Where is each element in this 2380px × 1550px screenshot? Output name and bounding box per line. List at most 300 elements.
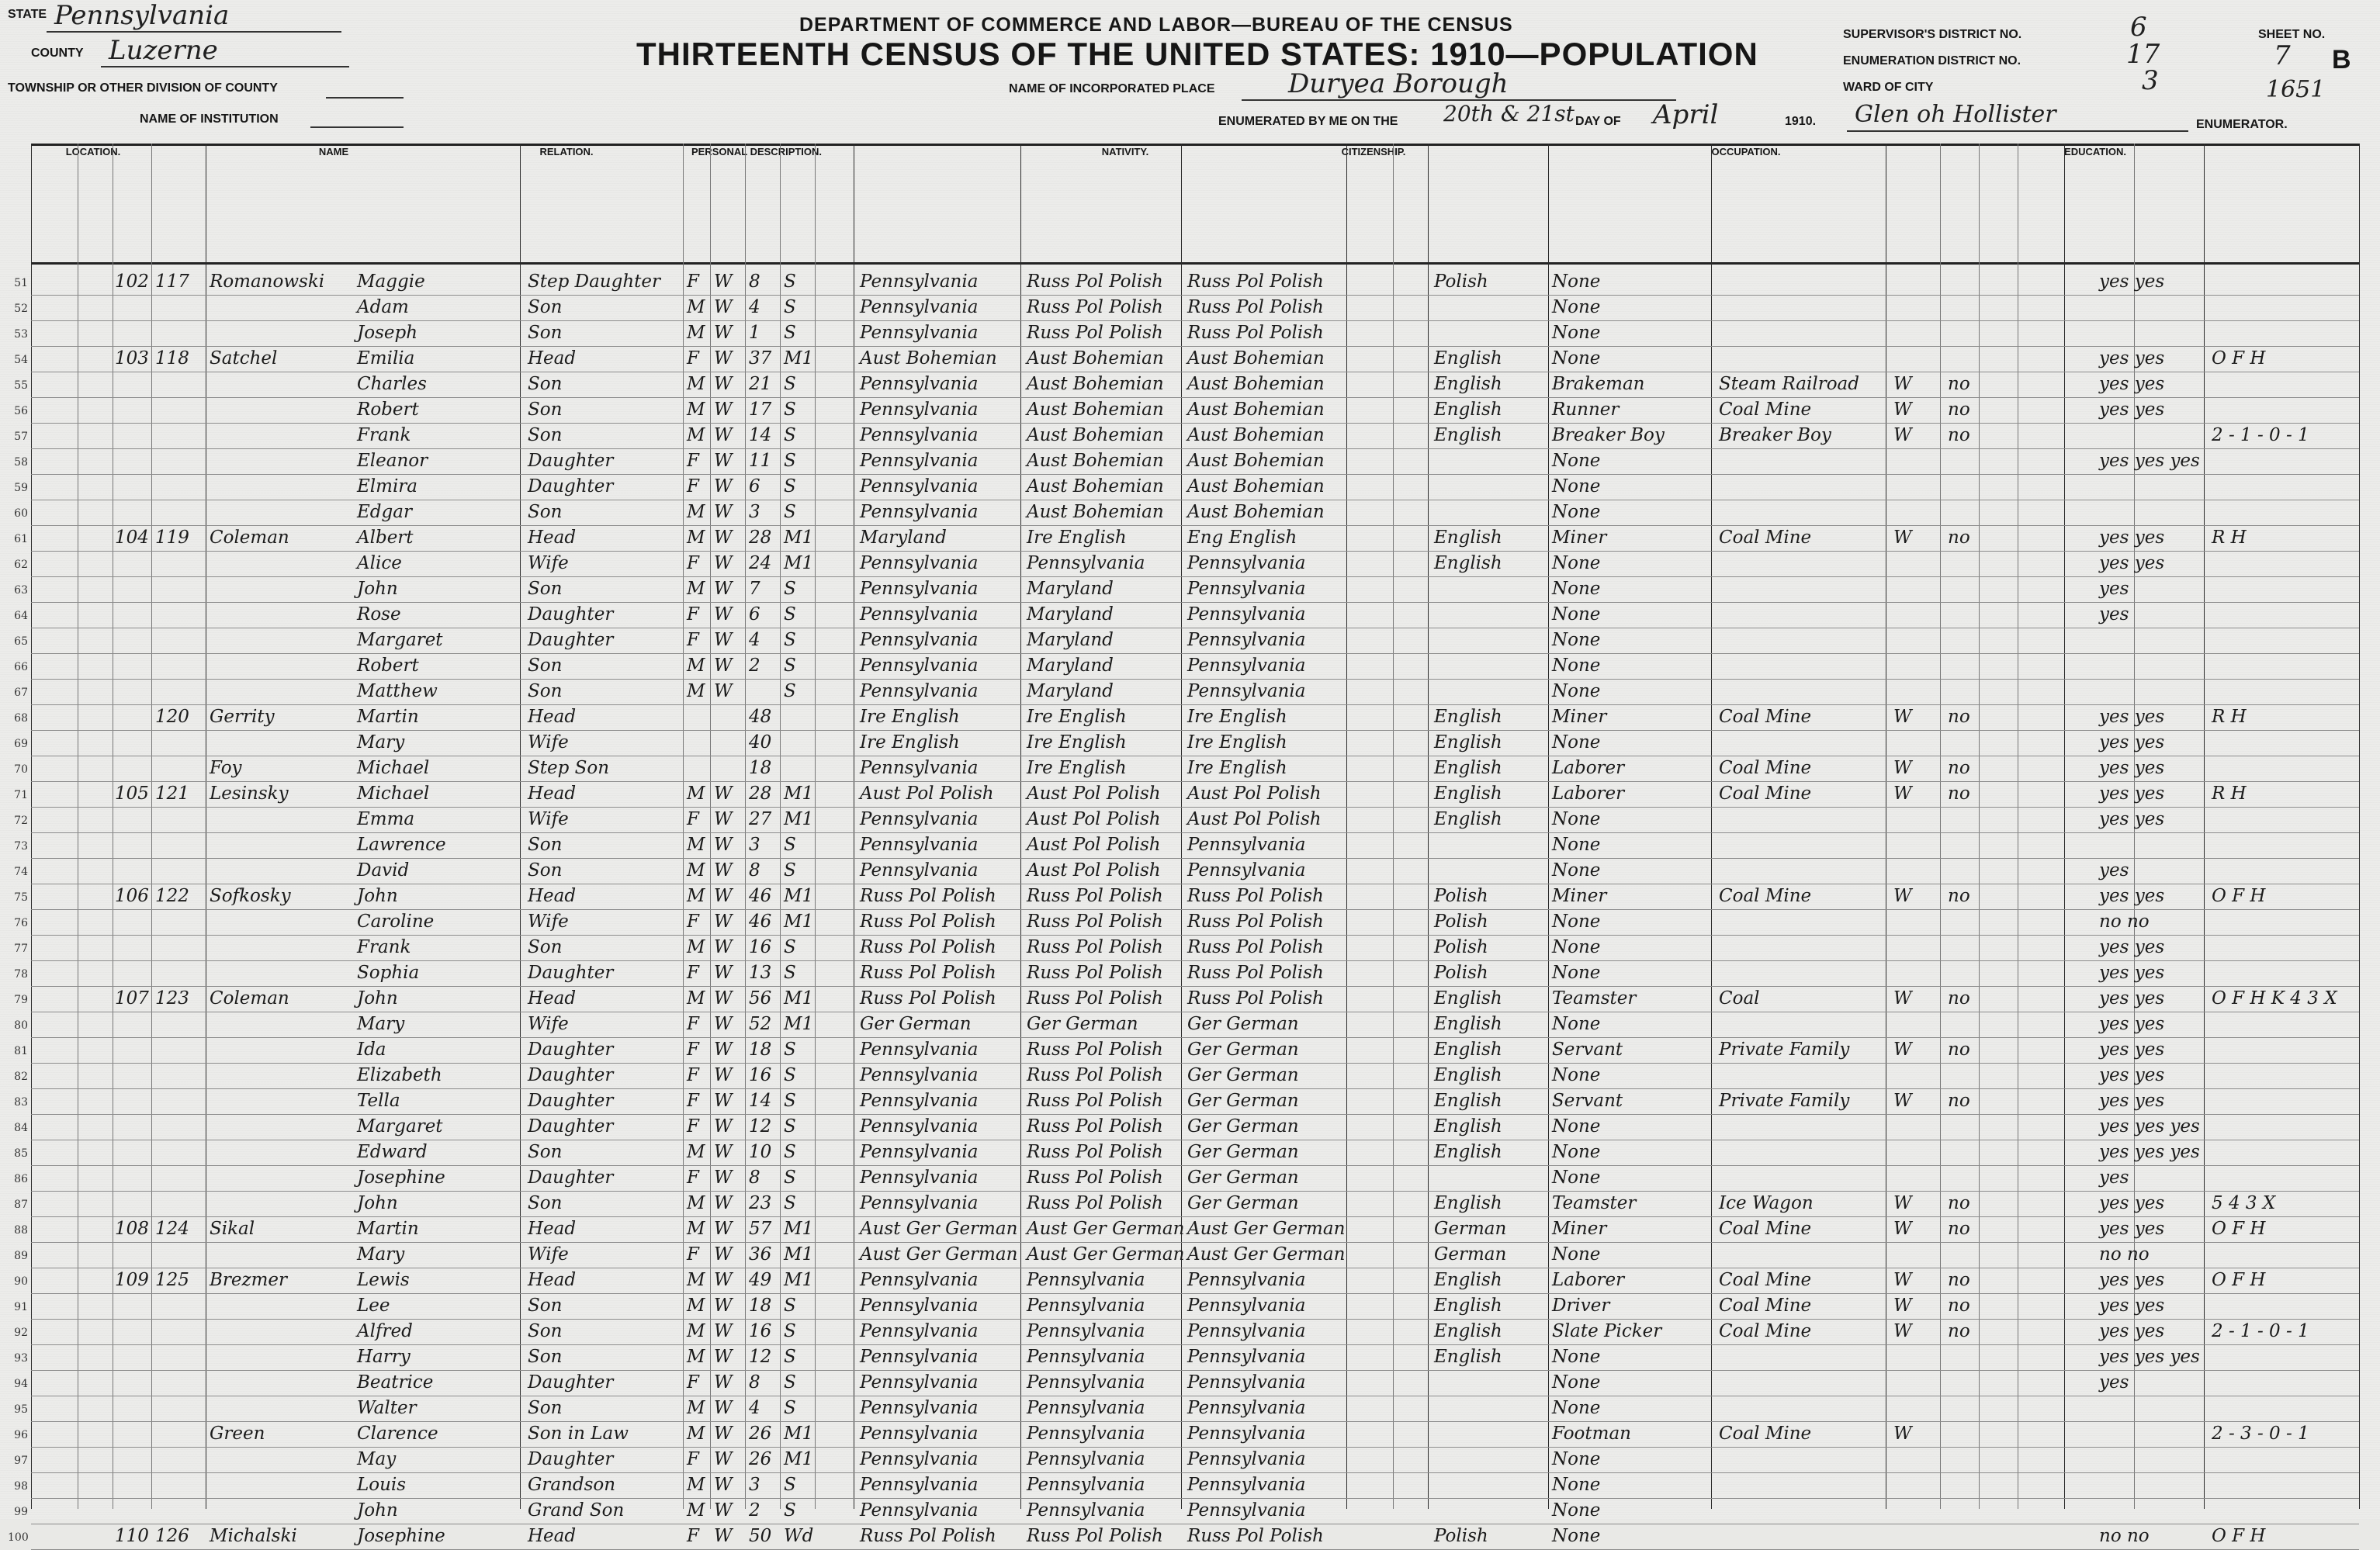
cell-bp-father: Ger German bbox=[1027, 1014, 1138, 1034]
day-of-label: DAY OF bbox=[1575, 115, 1621, 128]
cell-school: no no bbox=[2099, 1526, 2150, 1546]
cell-trade: None bbox=[1552, 348, 1601, 368]
cell-bp-mother: Aust Bohemian bbox=[1187, 476, 1325, 496]
cell-trade: None bbox=[1552, 1014, 1601, 1034]
cell-employer: W bbox=[1893, 400, 1912, 420]
cell-trade: None bbox=[1552, 451, 1601, 471]
cell-school: yes yes bbox=[2099, 1219, 2165, 1239]
cell-given: Lee bbox=[357, 1296, 390, 1316]
cell-family: 120 bbox=[155, 707, 189, 727]
cell-bp-mother: Pennsylvania bbox=[1187, 630, 1306, 650]
cell-trade: None bbox=[1552, 937, 1601, 957]
cell-race: W bbox=[714, 1065, 733, 1085]
cell-industry: Private Family bbox=[1719, 1091, 1850, 1111]
cell-race: W bbox=[714, 937, 733, 957]
cell-age: 23 bbox=[749, 1193, 772, 1213]
cell-school: yes yes bbox=[2099, 1014, 2165, 1034]
cell-bp-mother: Pennsylvania bbox=[1187, 656, 1306, 676]
cell-age: 27 bbox=[749, 809, 772, 829]
cell-given: Adam bbox=[357, 297, 409, 317]
cell-line: 100 bbox=[8, 1531, 29, 1544]
cell-bp-person: Pennsylvania bbox=[860, 476, 979, 496]
cell-age: 7 bbox=[749, 579, 760, 599]
cell-bp-person: Ger German bbox=[860, 1014, 972, 1034]
cell-bp-person: Pennsylvania bbox=[860, 553, 979, 573]
cell-marital: M1 bbox=[784, 784, 814, 804]
cell-employer: W bbox=[1893, 988, 1912, 1009]
column-header-band bbox=[31, 144, 2359, 265]
cell-marital: S bbox=[784, 374, 796, 394]
cell-trade: None bbox=[1552, 1116, 1601, 1137]
cell-line: 54 bbox=[14, 354, 28, 366]
cell-family: 126 bbox=[155, 1526, 189, 1546]
cell-bp-person: Russ Pol Polish bbox=[860, 886, 996, 906]
table-row bbox=[14, 1499, 2359, 1524]
cell-bp-person: Pennsylvania bbox=[860, 1065, 979, 1085]
cell-sex: M bbox=[687, 1500, 705, 1521]
cell-race: W bbox=[714, 400, 733, 420]
cell-work: no bbox=[1948, 1193, 1970, 1213]
cell-bp-person: Pennsylvania bbox=[860, 1321, 979, 1341]
place-label: NAME OF INCORPORATED PLACE bbox=[1009, 82, 1215, 95]
cell-sex: F bbox=[687, 1116, 699, 1137]
cell-bp-mother: Aust Bohemian bbox=[1187, 374, 1325, 394]
cell-relation: Head bbox=[528, 348, 577, 368]
cell-bp-mother: Ire English bbox=[1187, 732, 1287, 753]
census-rows bbox=[8, 270, 2359, 1550]
cell-bp-person: Pennsylvania bbox=[860, 809, 979, 829]
table-row bbox=[14, 910, 2359, 936]
cell-bp-person: Pennsylvania bbox=[860, 451, 979, 471]
cell-marital: S bbox=[784, 323, 796, 343]
cell-extra: 5 4 3 X bbox=[2212, 1193, 2276, 1213]
cell-given: Michael bbox=[357, 784, 430, 804]
cell-bp-mother: Russ Pol Polish bbox=[1187, 323, 1324, 343]
cell-dwelling: 110 bbox=[115, 1526, 149, 1546]
cell-bp-person: Pennsylvania bbox=[860, 323, 979, 343]
cell-industry: Coal Mine bbox=[1719, 1219, 1812, 1239]
cell-extra: O F H bbox=[2212, 886, 2266, 906]
cell-race: W bbox=[714, 1219, 733, 1239]
cell-age: 28 bbox=[749, 784, 772, 804]
cell-bp-mother: Pennsylvania bbox=[1187, 579, 1306, 599]
cell-line: 67 bbox=[14, 687, 28, 699]
cell-bp-person: Pennsylvania bbox=[860, 1500, 979, 1521]
cell-school: yes yes bbox=[2099, 1065, 2165, 1085]
cell-bp-mother: Russ Pol Polish bbox=[1187, 1526, 1324, 1546]
cell-sex: M bbox=[687, 1475, 705, 1495]
cell-extra: 2 - 3 - 0 - 1 bbox=[2212, 1424, 2309, 1444]
cell-sex: F bbox=[687, 553, 699, 573]
cell-race: W bbox=[714, 1424, 733, 1444]
cell-bp-person: Pennsylvania bbox=[860, 400, 979, 420]
cell-extra: O F H K 4 3 X bbox=[2212, 988, 2337, 1009]
cell-given: Margaret bbox=[357, 1116, 443, 1137]
cell-bp-person: Pennsylvania bbox=[860, 1040, 979, 1060]
cell-relation: Daughter bbox=[528, 476, 614, 496]
cell-language: English bbox=[1434, 988, 1502, 1009]
cell-employer: W bbox=[1893, 1296, 1912, 1316]
cell-industry: Breaker Boy bbox=[1719, 425, 1831, 445]
cell-trade: None bbox=[1552, 1065, 1601, 1085]
cell-school: yes bbox=[2099, 579, 2129, 599]
table-row bbox=[14, 961, 2359, 987]
cell-age: 50 bbox=[749, 1526, 772, 1546]
cell-given: John bbox=[357, 886, 398, 906]
cell-given: Edward bbox=[357, 1142, 428, 1162]
cell-school: yes yes bbox=[2099, 400, 2165, 420]
table-row bbox=[14, 1140, 2359, 1166]
table-row bbox=[14, 1345, 2359, 1371]
cell-race: W bbox=[714, 272, 733, 292]
cell-trade: None bbox=[1552, 1347, 1601, 1367]
cell-race: W bbox=[714, 835, 733, 855]
cell-marital: S bbox=[784, 1142, 796, 1162]
table-row bbox=[14, 603, 2359, 628]
cell-employer: W bbox=[1893, 1040, 1912, 1060]
cell-bp-father: Pennsylvania bbox=[1027, 1347, 1145, 1367]
cell-bp-father: Pennsylvania bbox=[1027, 1475, 1145, 1495]
cell-marital: S bbox=[784, 1475, 796, 1495]
cell-bp-mother: Pennsylvania bbox=[1187, 604, 1306, 624]
cell-given: Emma bbox=[357, 809, 415, 829]
cell-given: John bbox=[357, 988, 398, 1009]
cell-trade: None bbox=[1552, 1449, 1601, 1469]
cell-line: 70 bbox=[14, 763, 28, 776]
table-row bbox=[14, 398, 2359, 424]
cell-surname: Coleman bbox=[210, 528, 289, 548]
cell-industry: Steam Railroad bbox=[1719, 374, 1859, 394]
table-row bbox=[14, 808, 2359, 833]
cell-surname: Foy bbox=[210, 758, 242, 778]
cell-line: 96 bbox=[14, 1429, 28, 1441]
cell-industry: Coal Mine bbox=[1719, 400, 1812, 420]
cell-age: 12 bbox=[749, 1116, 772, 1137]
cell-bp-father: Aust Pol Polish bbox=[1027, 860, 1161, 881]
cell-surname: Sofkosky bbox=[210, 886, 291, 906]
cell-marital: M1 bbox=[784, 1424, 814, 1444]
cell-work: no bbox=[1948, 758, 1970, 778]
cell-bp-person: Ire English bbox=[860, 732, 960, 753]
cell-line: 62 bbox=[14, 559, 28, 571]
cell-relation: Daughter bbox=[528, 604, 614, 624]
enumeration-label: ENUMERATION DISTRICT NO. bbox=[1843, 54, 2021, 67]
cell-relation: Son bbox=[528, 656, 563, 676]
cell-marital: S bbox=[784, 835, 796, 855]
cell-age: 3 bbox=[749, 502, 760, 522]
cell-school: yes yes bbox=[2099, 553, 2165, 573]
cell-sex: F bbox=[687, 1449, 699, 1469]
sheet-label: SHEET NO. bbox=[2258, 28, 2326, 41]
cell-sex: M bbox=[687, 1193, 705, 1213]
cell-bp-person: Pennsylvania bbox=[860, 1193, 979, 1213]
cell-bp-mother: Aust Bohemian bbox=[1187, 348, 1325, 368]
cell-school: yes bbox=[2099, 1168, 2129, 1188]
cell-bp-mother: Pennsylvania bbox=[1187, 1347, 1306, 1367]
cell-trade: Breaker Boy bbox=[1552, 425, 1665, 445]
cell-work: no bbox=[1948, 400, 1970, 420]
cell-line: 52 bbox=[14, 303, 28, 315]
cell-race: W bbox=[714, 860, 733, 881]
cell-sex: F bbox=[687, 1014, 699, 1034]
cell-bp-mother: Ger German bbox=[1187, 1065, 1299, 1085]
place-value: Duryea Borough bbox=[1288, 68, 1509, 99]
cell-bp-mother: Aust Pol Polish bbox=[1187, 784, 1322, 804]
cell-industry: Coal Mine bbox=[1719, 1270, 1812, 1290]
cell-industry: Coal Mine bbox=[1719, 707, 1812, 727]
cell-line: 63 bbox=[14, 584, 28, 597]
cell-sex: F bbox=[687, 912, 699, 932]
cell-extra: R H bbox=[2212, 528, 2247, 548]
cell-race: W bbox=[714, 502, 733, 522]
cell-given: Alfred bbox=[357, 1321, 413, 1341]
cell-race: W bbox=[714, 809, 733, 829]
cell-bp-mother: Aust Pol Polish bbox=[1187, 809, 1322, 829]
cell-relation: Head bbox=[528, 784, 577, 804]
cell-given: Martin bbox=[357, 1219, 419, 1239]
cell-relation: Daughter bbox=[528, 1116, 614, 1137]
cell-relation: Son bbox=[528, 400, 563, 420]
cell-given: Matthew bbox=[357, 681, 438, 701]
cell-bp-father: Pennsylvania bbox=[1027, 1270, 1145, 1290]
cell-age: 24 bbox=[749, 553, 772, 573]
cell-school: yes yes bbox=[2099, 348, 2165, 368]
cell-industry: Coal Mine bbox=[1719, 1424, 1812, 1444]
cell-line: 72 bbox=[14, 815, 28, 827]
cell-family: 121 bbox=[155, 784, 189, 804]
cell-industry: Coal Mine bbox=[1719, 1296, 1812, 1316]
cell-age: 2 bbox=[749, 1500, 760, 1521]
cell-line: 78 bbox=[14, 968, 28, 981]
cell-bp-mother: Eng English bbox=[1187, 528, 1297, 548]
cell-relation: Daughter bbox=[528, 1168, 614, 1188]
cell-age: 12 bbox=[749, 1347, 772, 1367]
cell-line: 84 bbox=[14, 1122, 28, 1134]
cell-trade: None bbox=[1552, 579, 1601, 599]
cell-bp-person: Pennsylvania bbox=[860, 1142, 979, 1162]
cell-bp-person: Pennsylvania bbox=[860, 1424, 979, 1444]
cell-race: W bbox=[714, 1014, 733, 1034]
cell-work: no bbox=[1948, 988, 1970, 1009]
cell-relation: Daughter bbox=[528, 963, 614, 983]
cell-school: yes yes yes bbox=[2099, 1116, 2200, 1137]
cell-bp-person: Pennsylvania bbox=[860, 1091, 979, 1111]
cell-trade: None bbox=[1552, 476, 1601, 496]
cell-marital: M1 bbox=[784, 912, 814, 932]
cell-surname: Sikal bbox=[210, 1219, 255, 1239]
cell-sex: F bbox=[687, 1244, 699, 1265]
cell-work: no bbox=[1948, 1091, 1970, 1111]
cell-marital: M1 bbox=[784, 988, 814, 1009]
cell-relation: Son bbox=[528, 1347, 563, 1367]
cell-bp-mother: Russ Pol Polish bbox=[1187, 937, 1324, 957]
cell-bp-person: Pennsylvania bbox=[860, 1116, 979, 1137]
cell-line: 59 bbox=[14, 482, 28, 494]
cell-bp-person: Maryland bbox=[860, 528, 947, 548]
cell-bp-person: Russ Pol Polish bbox=[860, 937, 996, 957]
table-row bbox=[14, 449, 2359, 475]
cell-bp-person: Pennsylvania bbox=[860, 656, 979, 676]
table-row bbox=[14, 859, 2359, 884]
cell-given: Robert bbox=[357, 656, 419, 676]
cell-race: W bbox=[714, 1321, 733, 1341]
cell-age: 52 bbox=[749, 1014, 772, 1034]
group-nativity: NATIVITY. bbox=[1101, 146, 1149, 157]
cell-relation: Son bbox=[528, 502, 563, 522]
cell-sex: M bbox=[687, 656, 705, 676]
table-row bbox=[14, 552, 2359, 577]
cell-age: 3 bbox=[749, 1475, 760, 1495]
cell-surname: Coleman bbox=[210, 988, 289, 1009]
cell-trade: None bbox=[1552, 272, 1601, 292]
cell-bp-person: Russ Pol Polish bbox=[860, 912, 996, 932]
cell-age: 6 bbox=[749, 476, 760, 496]
cell-line: 75 bbox=[14, 891, 28, 904]
cell-bp-mother: Pennsylvania bbox=[1187, 1372, 1306, 1393]
cell-bp-father: Ire English bbox=[1027, 707, 1127, 727]
cell-marital: M1 bbox=[784, 528, 814, 548]
cell-language: English bbox=[1434, 784, 1502, 804]
cell-race: W bbox=[714, 297, 733, 317]
cell-line: 76 bbox=[14, 917, 28, 929]
cell-line: 81 bbox=[14, 1045, 28, 1057]
cell-trade: Teamster bbox=[1552, 988, 1637, 1009]
table-row bbox=[14, 321, 2359, 347]
cell-bp-person: Pennsylvania bbox=[860, 502, 979, 522]
group-name: NAME bbox=[318, 146, 349, 157]
cell-line: 85 bbox=[14, 1147, 28, 1160]
cell-bp-father: Russ Pol Polish bbox=[1027, 988, 1163, 1009]
cell-race: W bbox=[714, 374, 733, 394]
cell-age: 4 bbox=[749, 630, 760, 650]
cell-relation: Son bbox=[528, 425, 563, 445]
county-label: COUNTY bbox=[31, 47, 84, 60]
cell-marital: S bbox=[784, 630, 796, 650]
cell-bp-mother: Pennsylvania bbox=[1187, 1270, 1306, 1290]
cell-line: 92 bbox=[14, 1327, 28, 1339]
cell-school: yes yes bbox=[2099, 732, 2165, 753]
cell-school: yes yes yes bbox=[2099, 451, 2200, 471]
cell-given: Eleanor bbox=[357, 451, 428, 471]
ward-label: WARD OF CITY bbox=[1843, 81, 1934, 94]
grid-line bbox=[2359, 144, 2360, 1509]
cell-relation: Son bbox=[528, 323, 563, 343]
cell-marital: S bbox=[784, 1347, 796, 1367]
cell-school: yes yes bbox=[2099, 988, 2165, 1009]
cell-trade: Servant bbox=[1552, 1091, 1623, 1111]
cell-school: yes yes bbox=[2099, 886, 2165, 906]
cell-school: yes yes bbox=[2099, 758, 2165, 778]
cell-line: 55 bbox=[14, 379, 28, 392]
cell-bp-mother: Pennsylvania bbox=[1187, 860, 1306, 881]
cell-race: W bbox=[714, 1475, 733, 1495]
cell-marital: S bbox=[784, 681, 796, 701]
cell-school: yes yes yes bbox=[2099, 1142, 2200, 1162]
cell-marital: M1 bbox=[784, 553, 814, 573]
cell-line: 56 bbox=[14, 405, 28, 417]
cell-sex: M bbox=[687, 502, 705, 522]
cell-line: 94 bbox=[14, 1378, 28, 1390]
cell-age: 18 bbox=[749, 1296, 772, 1316]
enumerator-underline bbox=[1847, 130, 2188, 132]
cell-trade: None bbox=[1552, 835, 1601, 855]
cell-bp-person: Russ Pol Polish bbox=[860, 963, 996, 983]
state-value: Pennsylvania bbox=[54, 0, 230, 31]
cell-sex: M bbox=[687, 1219, 705, 1239]
cell-line: 66 bbox=[14, 661, 28, 673]
table-row bbox=[14, 628, 2359, 654]
cell-dwelling: 102 bbox=[115, 272, 149, 292]
cell-bp-father: Aust Bohemian bbox=[1027, 476, 1164, 496]
cell-bp-person: Aust Pol Polish bbox=[860, 784, 994, 804]
cell-bp-father: Ire English bbox=[1027, 732, 1127, 753]
cell-race: W bbox=[714, 553, 733, 573]
cell-age: 37 bbox=[749, 348, 772, 368]
cell-trade: None bbox=[1552, 297, 1601, 317]
table-row bbox=[14, 1115, 2359, 1140]
cell-school: no no bbox=[2099, 1244, 2150, 1265]
cell-family: 119 bbox=[155, 528, 189, 548]
cell-employer: W bbox=[1893, 1424, 1912, 1444]
cell-relation: Son bbox=[528, 681, 563, 701]
cell-race: W bbox=[714, 886, 733, 906]
cell-given: Maggie bbox=[357, 272, 425, 292]
cell-bp-mother: Aust Ger German bbox=[1187, 1244, 1346, 1265]
cell-line: 79 bbox=[14, 994, 28, 1006]
cell-trade: None bbox=[1552, 809, 1601, 829]
cell-bp-person: Russ Pol Polish bbox=[860, 988, 996, 1009]
cell-work: no bbox=[1948, 886, 1970, 906]
cell-sex: M bbox=[687, 297, 705, 317]
sheet-value: 7 bbox=[2274, 40, 2291, 71]
cell-industry: Coal Mine bbox=[1719, 784, 1812, 804]
cell-bp-mother: Pennsylvania bbox=[1187, 681, 1306, 701]
cell-trade: Brakeman bbox=[1552, 374, 1645, 394]
cell-given: Joseph bbox=[357, 323, 418, 343]
table-row bbox=[14, 731, 2359, 756]
table-row bbox=[14, 1064, 2359, 1089]
cell-age: 8 bbox=[749, 1168, 760, 1188]
cell-line: 68 bbox=[14, 712, 28, 725]
township-label: TOWNSHIP OR OTHER DIVISION OF COUNTY bbox=[8, 81, 278, 95]
cell-race: W bbox=[714, 963, 733, 983]
cell-sex: M bbox=[687, 1347, 705, 1367]
cell-language: English bbox=[1434, 425, 1502, 445]
cell-given: Frank bbox=[357, 425, 411, 445]
cell-trade: None bbox=[1552, 1526, 1601, 1546]
group-education: EDUCATION. bbox=[2064, 146, 2126, 157]
cell-age: 8 bbox=[749, 272, 760, 292]
cell-trade: None bbox=[1552, 656, 1601, 676]
cell-bp-mother: Ger German bbox=[1187, 1091, 1299, 1111]
cell-school: yes bbox=[2099, 1372, 2129, 1393]
table-row bbox=[14, 475, 2359, 500]
cell-trade: None bbox=[1552, 732, 1601, 753]
cell-school: yes bbox=[2099, 604, 2129, 624]
cell-marital: M1 bbox=[784, 348, 814, 368]
cell-relation: Wife bbox=[528, 912, 569, 932]
cell-relation: Wife bbox=[528, 809, 569, 829]
cell-language: English bbox=[1434, 374, 1502, 394]
cell-sex: F bbox=[687, 1065, 699, 1085]
cell-relation: Son bbox=[528, 1296, 563, 1316]
cell-line: 98 bbox=[14, 1480, 28, 1493]
cell-sex: M bbox=[687, 374, 705, 394]
cell-relation: Wife bbox=[528, 1014, 569, 1034]
cell-dwelling: 103 bbox=[115, 348, 149, 368]
cell-marital: M1 bbox=[784, 809, 814, 829]
cell-line: 91 bbox=[14, 1301, 28, 1313]
